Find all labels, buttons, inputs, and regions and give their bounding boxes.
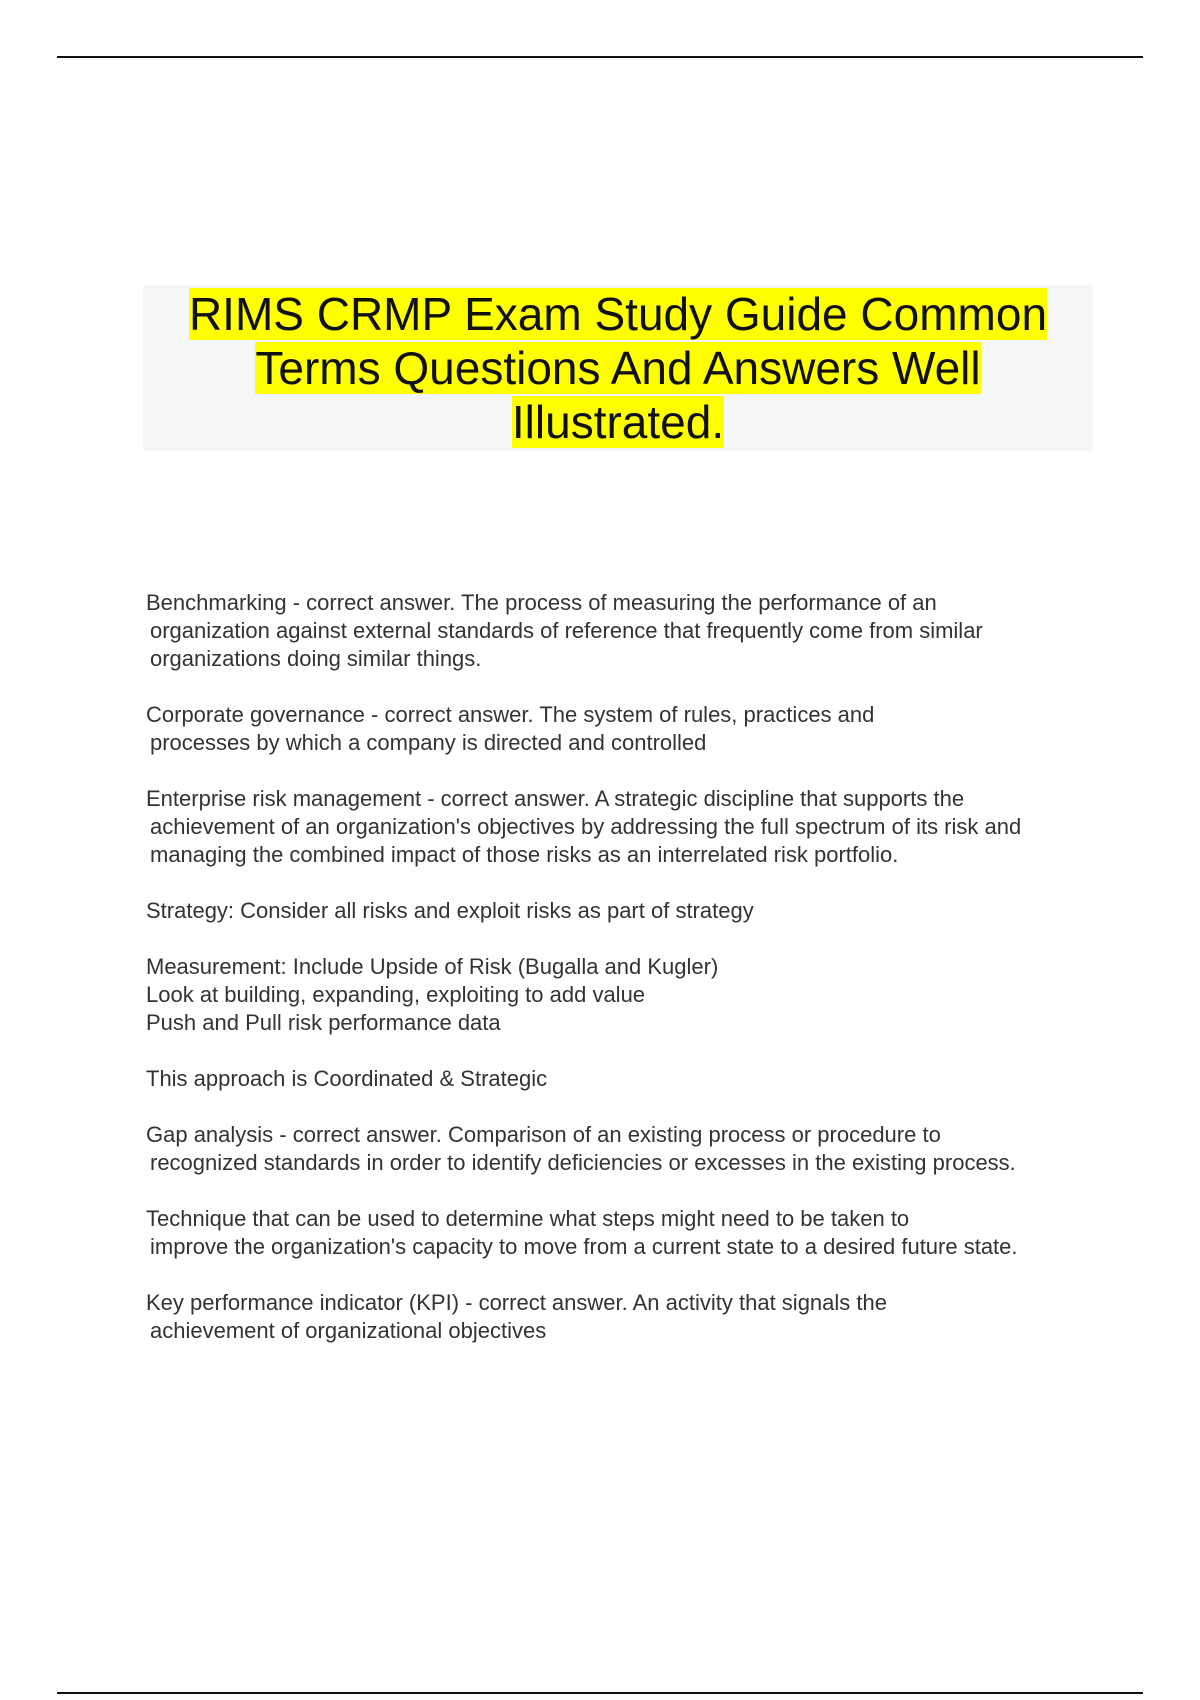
entry-strategy — [146, 897, 1096, 925]
entry-enterprise-risk-management — [146, 785, 1096, 869]
entry-continuation: recognized standards in order to identify deficiencies or excesses in the existing process. — [150, 1150, 1016, 1175]
entry-first-line: Corporate governance - correct answer. The system of rules, practices and — [146, 702, 875, 727]
entry-approach — [146, 1065, 1096, 1093]
entry-first-line: Enterprise risk management - correct answer. A strategic discipline that supports the — [146, 786, 965, 811]
top-rule — [57, 56, 1143, 58]
entry-gap-analysis — [146, 1121, 1096, 1177]
measurement-line: Look at building, expanding, exploiting to add value — [146, 982, 646, 1007]
entry-text: This approach is Coordinated & Strategic — [146, 1066, 548, 1091]
entry-continuation: processes by which a company is directed and controlled — [150, 730, 707, 755]
entry-measurement — [146, 953, 1096, 1037]
entry-kpi — [146, 1289, 1096, 1345]
entry-continuation: achievement of organizational objectives — [150, 1318, 547, 1343]
entry-continuation: achievement of an organization's objectives by addressing the full spectrum of its risk and managing the combined impact of those risks as an interrelated risk portfolio. — [150, 814, 1022, 867]
document-body — [146, 589, 1096, 1373]
document-title — [143, 287, 1093, 449]
measurement-line: Push and Pull risk performance data — [146, 1010, 501, 1035]
measurement-line: Measurement: Include Upside of Risk (Bugalla and Kugler) — [146, 954, 719, 979]
entry-continuation: organization against external standards of reference that frequently come from similar organizations doing similar things. — [150, 618, 983, 671]
entry-first-line: Benchmarking - correct answer. The process of measuring the performance of an — [146, 590, 937, 615]
entry-first-line: Gap analysis - correct answer. Comparison of an existing process or procedure to — [146, 1122, 941, 1147]
entry-first-line: Technique that can be used to determine what steps might need to be taken to — [146, 1206, 910, 1231]
entry-text: Strategy: Consider all risks and exploit risks as part of strategy — [146, 898, 754, 923]
bottom-rule — [57, 1692, 1143, 1694]
title-banner — [143, 285, 1093, 451]
entry-continuation: improve the organization's capacity to move from a current state to a desired future state. — [150, 1234, 1018, 1259]
entry-first-line: Key performance indicator (KPI) - correct answer. An activity that signals the — [146, 1290, 887, 1315]
entry-corporate-governance — [146, 701, 1096, 757]
document-title-highlight: RIMS CRMP Exam Study Guide Common Terms Questions And Answers Well Illustrated. — [188, 288, 1048, 448]
entry-technique — [146, 1205, 1096, 1261]
entry-benchmarking — [146, 589, 1096, 673]
